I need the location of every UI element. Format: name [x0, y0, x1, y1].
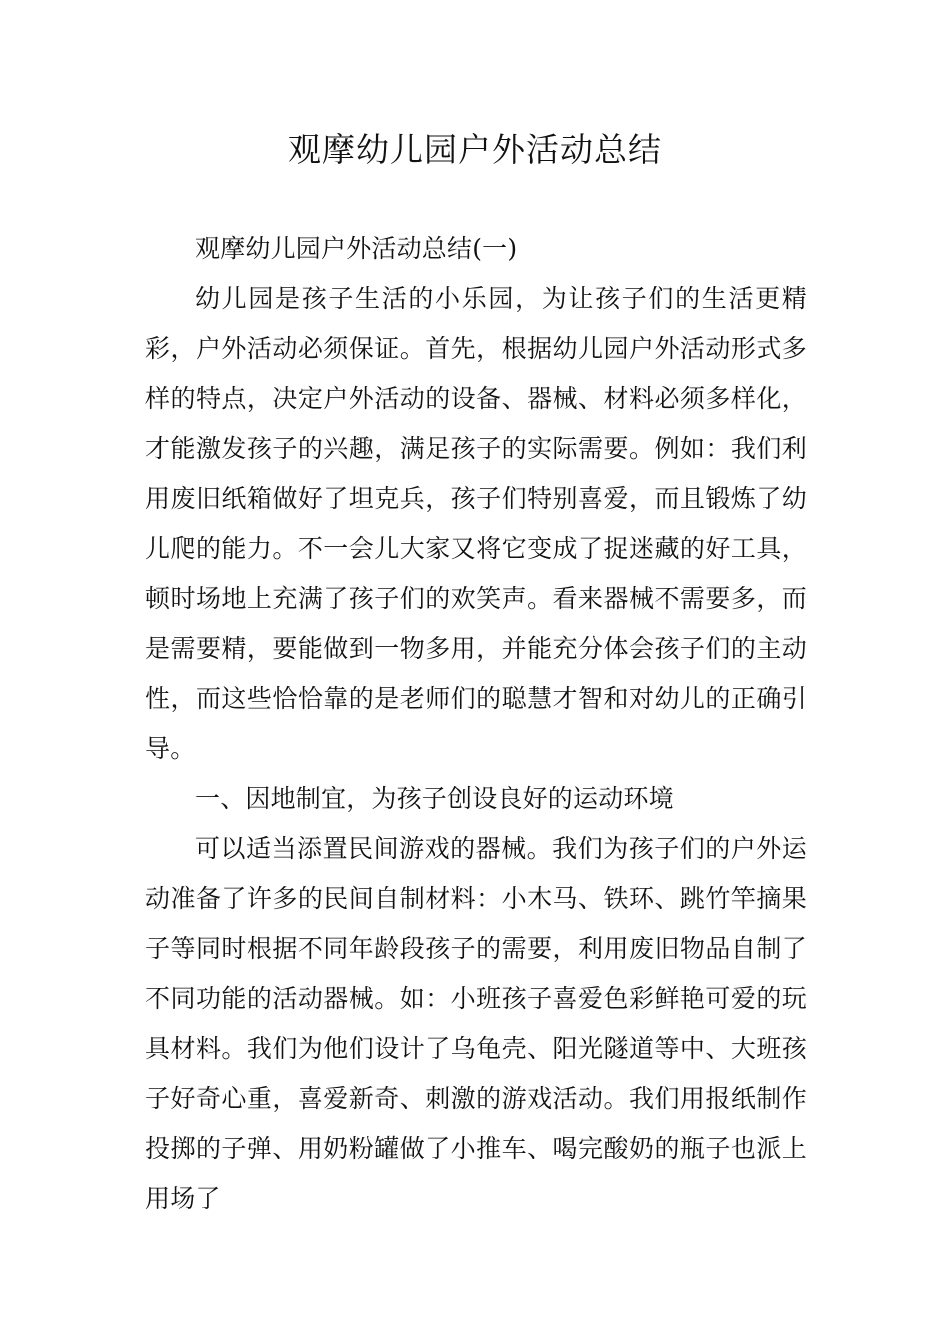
- intro-paragraph: 幼儿园是孩子生活的小乐园，为让孩子们的生活更精彩，户外活动必须保证。首先，根据幼儿园户外活动形式多样的特点，决定户外活动的设备、器械、材料必须多样化，才能激发孩子的兴趣，满足孩子的实际需要。例如：我们利用废旧纸箱做好了坦克兵，孩子们特别喜爱，而且锻炼了幼儿爬的能力。不一会儿大家又将它变成了捉迷藏的好工具，顿时场地上充满了孩子们的欢笑声。看来器械不需要多，而是需要精，要能做到一物多用，并能充分体会孩子们的主动性，而这些恰恰靠的是老师们的聪慧才智和对幼儿的正确引导。: [145, 284, 807, 763]
- section-heading: 一、因地制宜，为孩子创设良好的运动环境: [195, 784, 674, 813]
- document-title: 观摩幼儿园户外活动总结: [288, 130, 662, 169]
- subtitle-paragraph: 观摩幼儿园户外活动总结(一): [195, 234, 518, 263]
- section-paragraph: 可以适当添置民间游戏的器械。我们为孩子们的户外运动准备了许多的民间自制材料：小木马、铁环、跳竹竿摘果子等同时根据不同年龄段孩子的需要，利用废旧物品自制了不同功能的活动器械。如：小班孩子喜爱色彩鲜艳可爱的玩具材料。我们为他们设计了乌龟壳、阳光隧道等中、大班孩子好奇心重，喜爱新奇、刺激的游戏活动。我们用报纸制作投掷的子弹、用奶粉罐做了小推车、喝完酸奶的瓶子也派上用场了: [145, 834, 807, 1213]
- document-body: [145, 224, 807, 1224]
